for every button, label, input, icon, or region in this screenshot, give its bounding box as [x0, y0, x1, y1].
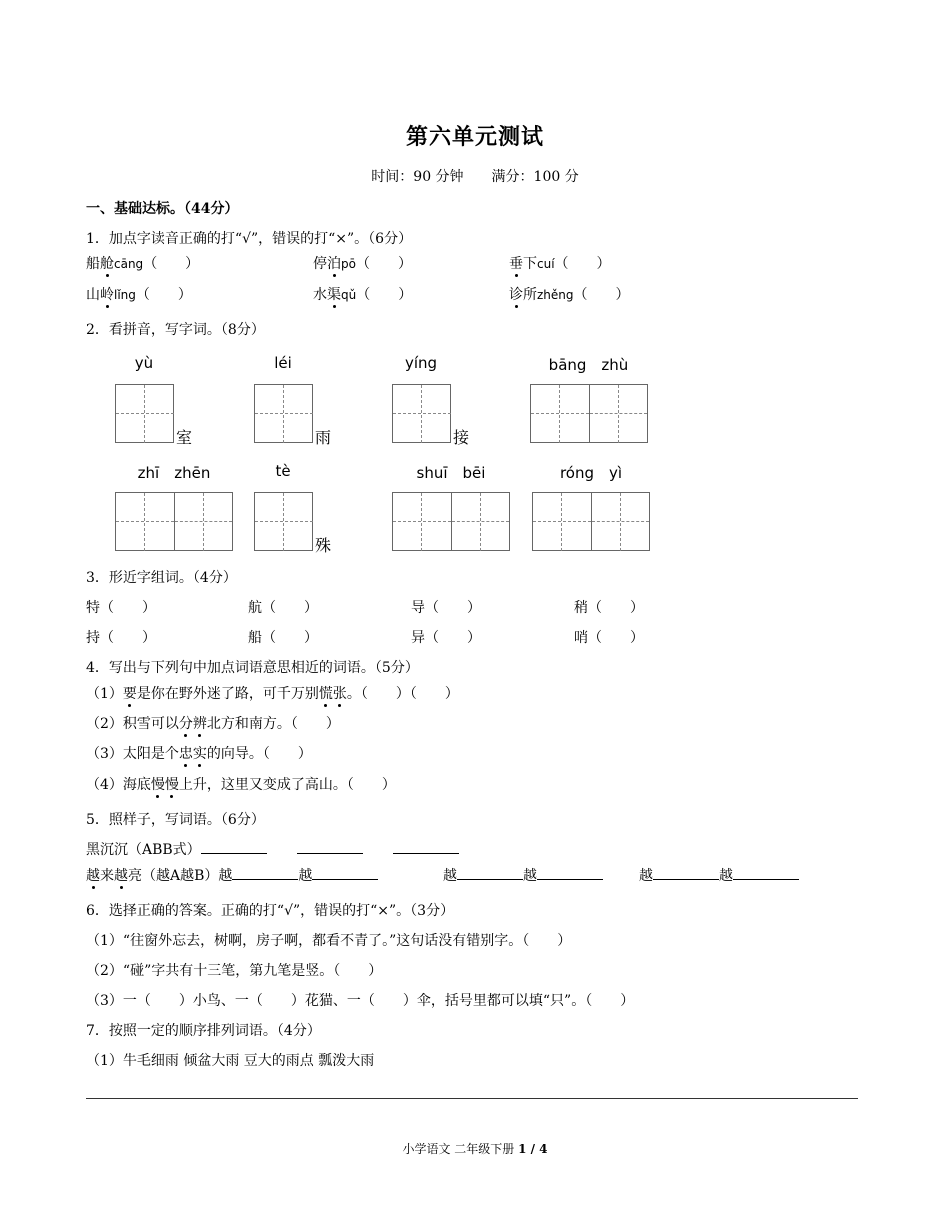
q1-item: 水渠qǔ（ ）: [313, 284, 412, 304]
q2-heading: 2．看拼音，写字词。（8分）: [86, 322, 265, 338]
q6-heading: 6．选择正确的答案。正确的打“√”，错误的打“×”。（3分）: [86, 903, 455, 919]
writing-grid[interactable]: [392, 492, 510, 551]
q1-item: 垂下cuí（ ）: [509, 253, 611, 273]
q3-item: 船（ ）: [248, 630, 318, 646]
q1-item: 停泊pō（ ）: [313, 253, 412, 273]
section-heading: 一、基础达标。（44分）: [86, 201, 239, 217]
q4-sentence: （3）太阳是个忠实的向导。（ ）: [86, 743, 312, 763]
pinyin-label: róng yì: [559, 464, 623, 482]
answer-blank[interactable]: [297, 841, 363, 854]
grid-suffix-char: 接: [453, 428, 470, 447]
answer-blank[interactable]: [733, 867, 799, 880]
q6-sentence: （1）“往窗外忘去，树啊，房子啊，都看不青了。”这句话没有错别字。（ ）: [86, 933, 572, 949]
q5-line-ayab: 越来越亮（越A越B）越 越: [86, 865, 378, 885]
q1-item: 山岭lǐng（ ）: [86, 284, 192, 304]
q5-heading: 5．照样子，写词语。（6分）: [86, 812, 265, 828]
answer-blank[interactable]: [537, 867, 603, 880]
pinyin-label: bāng zhù: [548, 356, 629, 374]
q1-item: 船舱cāng（ ）: [86, 253, 199, 273]
q7-sentence: （1）牛毛细雨 倾盆大雨 豆大的雨点 瓢泼大雨: [86, 1053, 375, 1069]
writing-grid[interactable]: [254, 492, 313, 551]
q5-line-ayab: 越 越: [443, 865, 603, 885]
q3-item: 持（ ）: [86, 630, 156, 646]
answer-blank[interactable]: [653, 867, 719, 880]
writing-grid[interactable]: [115, 492, 233, 551]
pinyin-label: shuī bēi: [416, 464, 486, 482]
exam-score: 满分：100 分: [491, 169, 579, 185]
q4-sentence: （4）海底慢慢上升，这里又变成了高山。（ ）: [86, 774, 396, 794]
q3-item: 航（ ）: [248, 600, 318, 616]
q3-item: 导（ ）: [411, 600, 481, 616]
pinyin-label: yù: [134, 354, 154, 372]
grid-suffix-char: 殊: [315, 536, 332, 555]
q5-line-ayab: 越 越: [639, 865, 799, 885]
answer-blank[interactable]: [232, 867, 298, 880]
grid-suffix-char: 室: [176, 428, 193, 447]
answer-blank[interactable]: [201, 841, 267, 854]
writing-grid[interactable]: [530, 384, 648, 443]
q7-heading: 7．按照一定的顺序排列词语。（4分）: [86, 1023, 321, 1039]
q6-sentence: （2）“碰”字共有十三笔，第九笔是竖。（ ）: [86, 963, 383, 979]
writing-grid[interactable]: [392, 384, 451, 443]
q3-item: 哨（ ）: [574, 630, 644, 646]
pinyin-label: zhī zhēn: [137, 464, 211, 482]
answer-blank[interactable]: [393, 841, 459, 854]
page-footer: 小学语文 二年级下册 1 / 4: [402, 1142, 548, 1156]
footer-divider: [86, 1098, 858, 1099]
writing-grid[interactable]: [254, 384, 313, 443]
q3-item: 稍（ ）: [574, 600, 644, 616]
q4-heading: 4．写出与下列句中加点词语意思相近的词语。（5分）: [86, 660, 419, 676]
q3-item: 特（ ）: [86, 600, 156, 616]
q5-line-abb: 黑沉沉（ABB式）: [86, 839, 459, 859]
q3-item: 异（ ）: [411, 630, 481, 646]
answer-blank[interactable]: [312, 867, 378, 880]
q4-sentence: （2）积雪可以分辨北方和南方。（ ）: [86, 713, 340, 733]
q6-sentence: （3）一（ ）小鸟、一（ ）花猫、一（ ）伞，括号里都可以填“只”。（ ）: [86, 993, 635, 1009]
page-title: 第六单元测试: [405, 124, 544, 150]
pinyin-label: yíng: [404, 354, 438, 372]
q3-heading: 3．形近字组词。（4分）: [86, 570, 237, 586]
grid-suffix-char: 雨: [315, 428, 332, 447]
pinyin-label: tè: [275, 462, 291, 480]
writing-grid[interactable]: [115, 384, 174, 443]
answer-blank[interactable]: [457, 867, 523, 880]
page-number: 1 / 4: [518, 1142, 548, 1156]
q4-sentence: （1）要是你在野外迷了路，可千万别慌张。（ ）（ ）: [86, 683, 459, 703]
q1-heading: 1．加点字读音正确的打“√”，错误的打“×”。（6分）: [86, 231, 413, 247]
exam-time: 时间：90 分钟: [371, 169, 464, 185]
writing-grid[interactable]: [532, 492, 650, 551]
q1-item: 诊所zhěng（ ）: [509, 284, 630, 304]
exam-meta: [0, 166, 950, 186]
pinyin-label: léi: [274, 354, 292, 372]
